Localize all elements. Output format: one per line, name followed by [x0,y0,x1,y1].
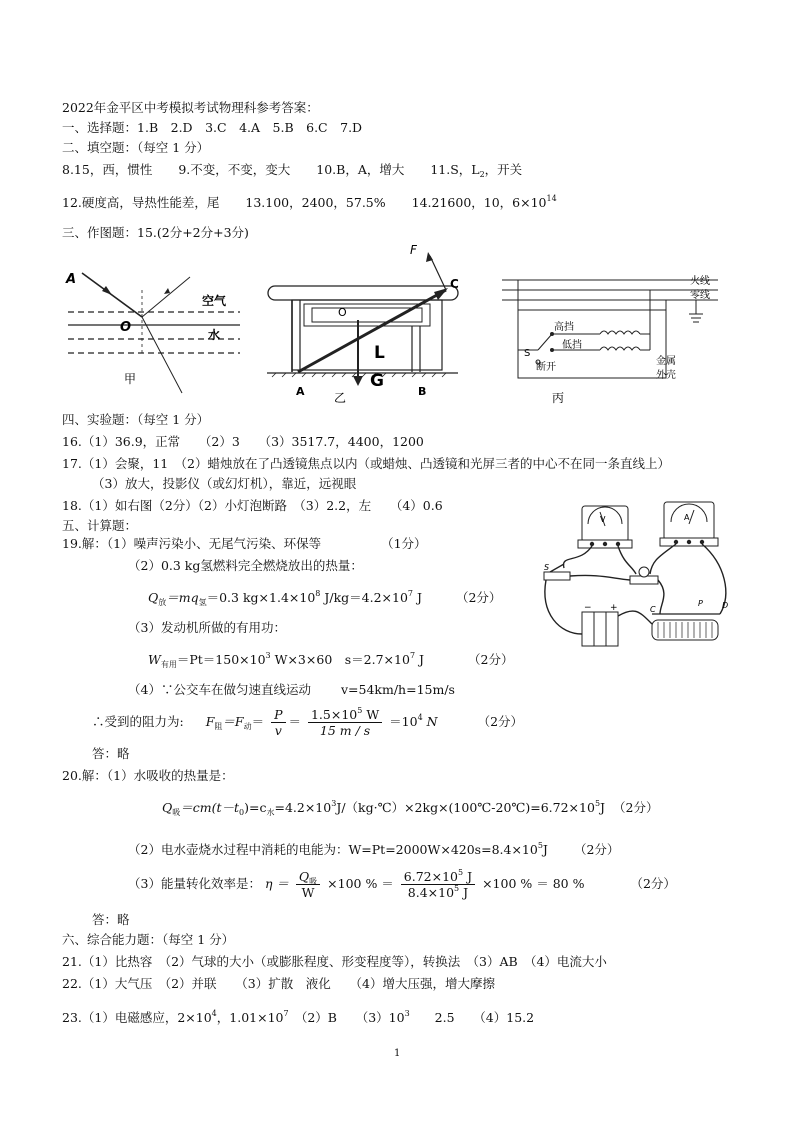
q20-1-formula: $Q_吸=cm(t-t_0)=c_水=4.2\times 10^3J/(kg\cdot℃)\times 2kg\times(100℃-20℃)=6.72\times 10^5J$ （2分） [162,799,659,817]
fig2-label-o: O [338,306,347,319]
section-5-heading: 五、计算题： [62,518,138,533]
q17-line2: （3）放大，投影仪（或幻灯机），靠近，远视眼 [92,476,357,491]
fig3-caption: 丙 [552,391,565,405]
q12: 12.硬度高，导热性能差，尾 [62,195,220,210]
fig1-label-a: A [66,272,77,287]
fig3-label-zero: 零线 [690,290,710,301]
fill-line-8-11 [62,162,522,178]
frac-p-over-v: $\frac{P}{v}$ [271,707,285,738]
figure-refraction [60,255,250,405]
fig4-label-c: C [650,605,656,614]
q11: 11.S，$L_2$，开关 [430,162,523,179]
frac-q-over-w: $\frac{Q_吸}{W}$ [296,869,320,900]
fig4-label-a: A [684,513,690,522]
fig2-label-a: A [296,385,305,398]
section-3-heading: 三、作图题：15.(2分+2分+3分) [62,225,249,240]
fig3-label-high: 高挡 [554,322,574,333]
q22: 22.（1）大气压 （2）并联 （3）扩散 液化 （4）增大压强，增大摩擦 [62,976,495,991]
figure-heater-circuit [500,270,725,410]
figure-experiment-circuit [540,494,735,666]
q13: 13.100，2400，57.5% [245,195,386,210]
fig4-label-d: D [722,601,729,610]
fig2-caption: 乙 [334,391,347,405]
q19-4: （4）∵公交车在做匀速直线运动 v=54km/h=15m/s [128,682,455,697]
fig4-label-p: P [698,599,703,608]
section-1-line [62,120,362,136]
fig1-label-o: O [120,320,132,335]
frac-energy-ratio: $\frac{6.72\times 10^5 J}{8.4\times 10^5 J}$ [401,869,475,900]
q19-1: 19.解：（1）噪声污染小、无尾气污染、环保等 （1分） [62,536,427,551]
fig4-label-minus: − [584,603,592,613]
q20-3: （3）能量转化效率是： η ＝ $\frac{Q_吸}{W}$ ×100 % ＝ $\frac{6.72\times 10^5 J}{8.4\times 10^5 J}$ ×100 % ＝ 80 % （2分） [128,868,676,900]
fig2-label-b: B [418,385,427,398]
section-1-answers: 1.B 2.D 3.C 4.A 5.B 6.C 7.D [137,120,363,135]
frac-power-over-speed: $\frac{1.5\times 10^5 W}{15 m / s}$ [308,707,382,738]
fig3-label-low: 低挡 [562,340,582,351]
fig3-label-case1: 金属 [656,356,676,367]
q23: 23.（1）电磁感应，$2\times 10^4$，$1.01\times 10^7$ （2）B $(3)10^3$ 2.5 （4）15.2 [62,1009,535,1025]
q14: 14.21600，10，$6\times 10^{14}$ [411,194,557,210]
section-4-heading: 四、实验题：（每空 1 分） [62,412,210,427]
fig3-label-s: S [524,348,531,359]
fig4-label-plus: + [610,603,618,613]
q19-5: ∴受到的阻力为: $F_阻=F_动=$ $\frac{P}{v}$ ＝ $\frac{1.5\times 10^5 W}{15 m / s}$ $=10^4$ N （2分） [92,706,524,738]
fig3-label-fire: 火线 [690,276,710,287]
page-number: 1 [394,1048,401,1059]
q19-3: （3）发动机所做的有用功： [128,620,286,635]
fig4-label-s: S [544,563,550,572]
section-6-heading: 六、综合能力题：（每空 1 分） [62,932,235,947]
q20-answer: 答：略 [92,912,130,927]
q19-2-formula: $Q_放=mq_氢=0.3$ $kg\times 1.4\times 10^8$ $J/kg=4.2\times 10^7$ J （2分） [148,589,502,607]
q9: 9.不变，不变，变大 [178,162,291,177]
fig2-label-f: F [410,243,417,257]
q20-2: （2）电水壶烧水过程中消耗的电能为：$W=Pt=2000W\times 420s=8.4\times 10^5J$ （2分） [128,841,620,857]
fig1-caption: 甲 [124,372,137,386]
q19-answer: 答：略 [92,746,130,761]
section-1-heading: 一、选择题： [62,120,138,135]
q18: 18.（1）如右图（2分）（2）小灯泡断路 （3）2.2，左 （4）0.6 [62,498,443,513]
fig1-label-air: 空气 [202,294,227,308]
fig2-label-l: L [374,343,385,363]
fig2-label-g: G [370,371,384,391]
q16: 16.（1）36.9，正常 （2）3 （3）3517.7，4400，1200 [62,434,424,449]
fig3-label-case2: 外壳 [656,370,676,381]
fig3-label-off: 断开 [536,362,556,373]
fig4-label-v: V [600,515,606,524]
section-2-heading: 二、填空题：（每空 1 分） [62,140,210,155]
q17-line1: 17.（1）会聚，11 （2）蜡烛放在了凸透镜焦点以内（或蜡烛、凸透镜和光屏三者的中心不在同一条直线上） [62,456,670,471]
q19-3-formula: $W_{有用}=Pt=150\times 10^3$ W×3×60 $s=2.7\times 10^7$ J （2分） [148,651,514,669]
q20-1: 20.解：（1）水吸收的热量是： [62,768,234,783]
q10: 10.B，A，增大 [316,162,405,177]
figure-lever [262,240,472,410]
q21: 21.（1）比热容 （2）气球的大小（或膨胀程度、形变程度等），转换法 （3）AB （4）电流大小 [62,954,607,969]
fig1-label-water: 水 [208,328,221,342]
fig2-label-c: C [450,277,459,291]
q8: 8.15，西，惯性 [62,162,153,177]
q19-2: （2）0.3 kg氢燃料完全燃烧放出的热量： [128,558,363,573]
fill-line-12-14 [62,195,557,211]
page-title: 2022年金平区中考模拟考试物理科参考答案： [62,100,319,115]
